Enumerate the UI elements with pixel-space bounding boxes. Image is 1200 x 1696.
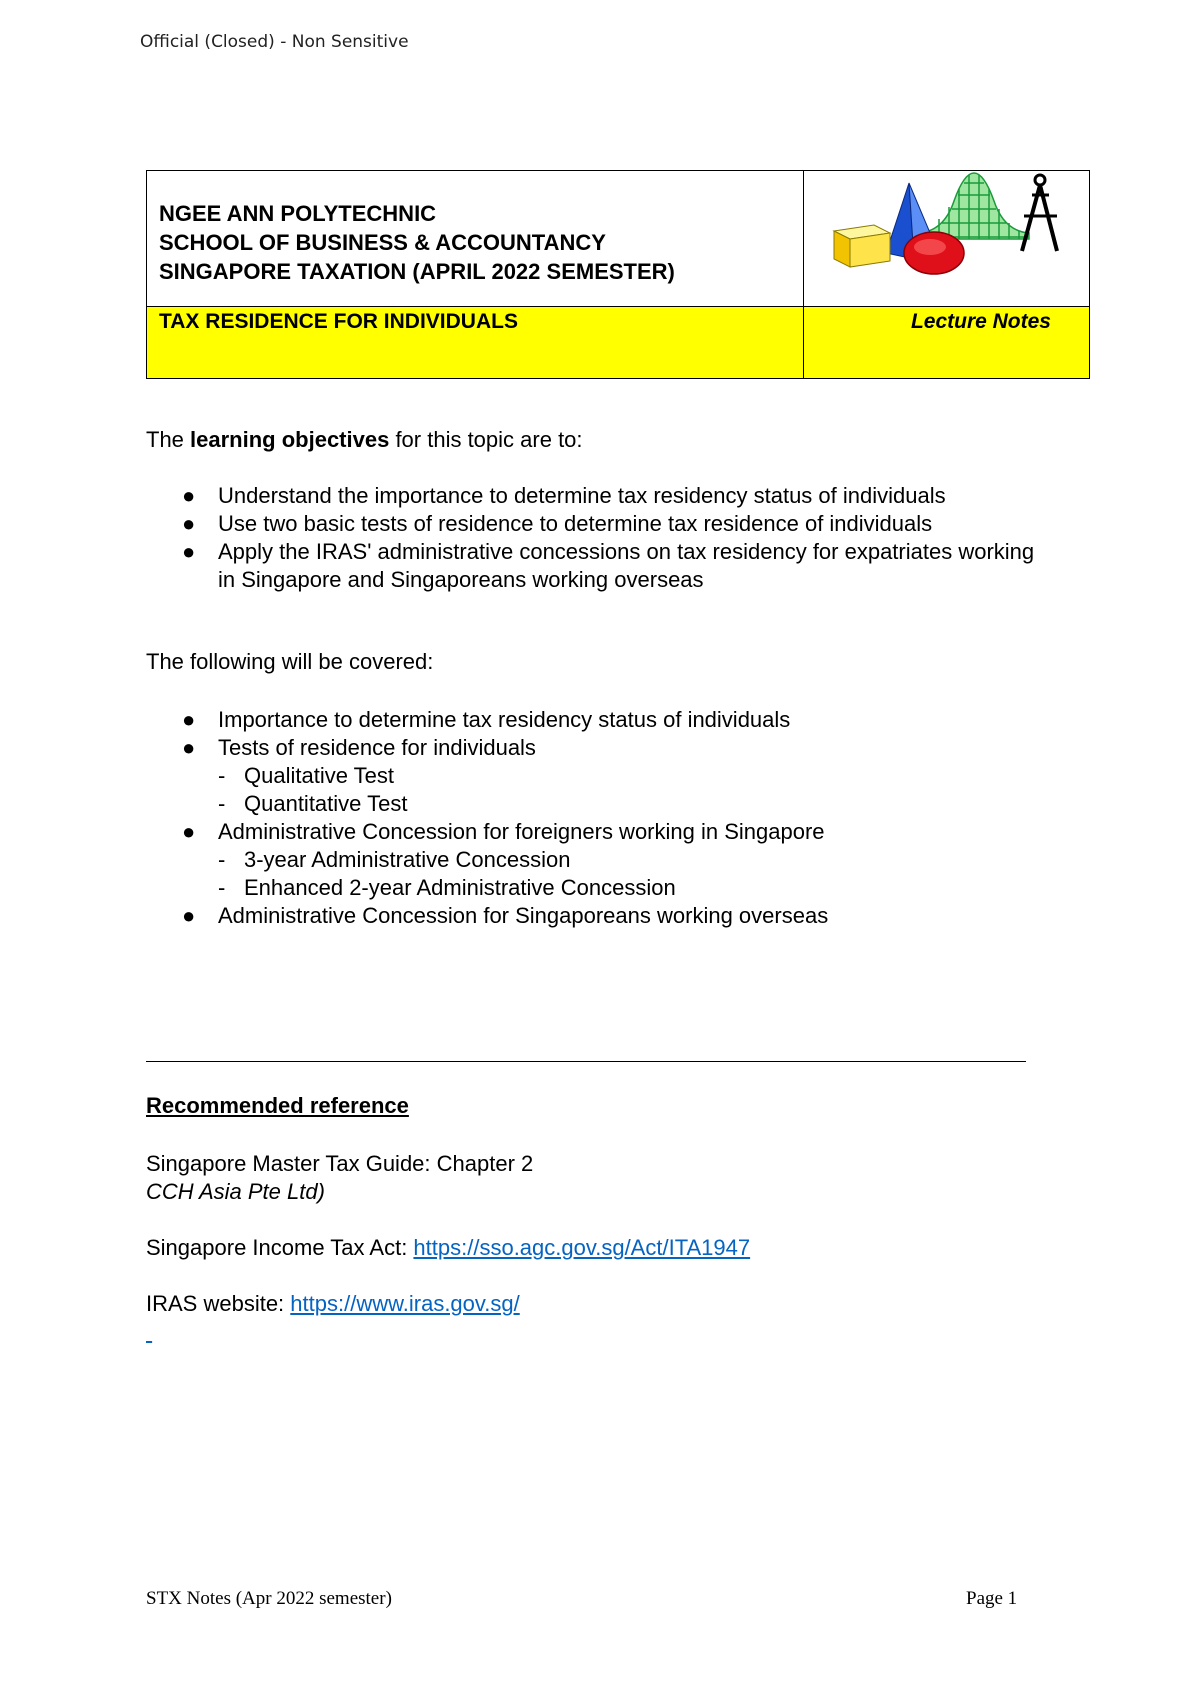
- iras-label: IRAS website:: [146, 1291, 291, 1316]
- bell-curve-grid: [919, 173, 1029, 239]
- coverage-list: [146, 706, 1046, 930]
- sub-item: [146, 874, 1046, 902]
- bullet-icon: ●: [182, 819, 196, 844]
- act-link[interactable]: https://sso.agc.gov.sg/Act/ITA1947: [413, 1235, 751, 1260]
- list-item: [146, 706, 1046, 734]
- act-label: Singapore Income Tax Act:: [146, 1235, 414, 1260]
- coverage-text: Tests of residence for individuals: [218, 735, 536, 760]
- bullet-icon: ●: [182, 707, 196, 732]
- topic-title: TAX RESIDENCE FOR INDIVIDUALS: [159, 310, 518, 333]
- dash-icon: -: [218, 875, 226, 900]
- objective-text: Understand the importance to determine tax residency status of individuals: [218, 483, 946, 508]
- sub-item: [146, 790, 1046, 818]
- reference-iras: [146, 1290, 520, 1318]
- institution-name: NGEE ANN POLYTECHNIC: [159, 201, 437, 226]
- course-name: SINGAPORE TAXATION (APRIL 2022 SEMESTER): [159, 259, 675, 284]
- header-logo-cell: [804, 171, 1090, 307]
- geometry-shapes-icon: [824, 171, 1084, 305]
- classification-label: Official (Closed) - Non Sensitive: [140, 32, 409, 52]
- coverage-text: Importance to determine tax residency status of individuals: [218, 707, 791, 732]
- objectives-intro: [146, 426, 583, 454]
- list-item: [146, 482, 1046, 510]
- bullet-icon: ●: [182, 903, 196, 928]
- objective-text: Use two basic tests of residence to determine tax residence of individuals: [218, 511, 933, 536]
- objectives-list: [146, 482, 1046, 594]
- school-name: SCHOOL OF BUSINESS & ACCOUNTANCY: [159, 230, 606, 255]
- bullet-icon: ●: [182, 511, 196, 536]
- coverage-text: Administrative Concession for foreigners working in Singapore: [218, 819, 825, 844]
- dash-icon: -: [218, 763, 226, 788]
- empty-link[interactable]: [146, 1319, 152, 1344]
- header-table: [146, 170, 1090, 379]
- coverage-text: Administrative Concession for Singaporeans working overseas: [218, 903, 829, 928]
- reference-guide-publisher: CCH Asia Pte Ltd): [146, 1179, 325, 1204]
- sub-item: [146, 762, 1046, 790]
- doc-type-label: Lecture Notes: [910, 310, 1051, 333]
- objectives-emphasis: learning objectives: [190, 427, 390, 452]
- bullet-icon: ●: [182, 483, 196, 508]
- section-divider: [146, 1061, 1026, 1062]
- objective-text: Apply the IRAS' administrative concessions on tax residency for expatriates working in Singapore and Singaporeans working overseas: [218, 539, 1035, 592]
- dash-icon: -: [218, 791, 226, 816]
- dash-icon: -: [218, 847, 226, 872]
- sub-item: [146, 846, 1046, 874]
- list-item: [146, 538, 1046, 594]
- cube-shape: [834, 225, 890, 267]
- empty-link-line: [146, 1318, 152, 1346]
- objectives-prefix: The: [146, 427, 191, 452]
- objectives-suffix: for this topic are to:: [389, 427, 583, 452]
- sub-item-text: Quantitative Test: [244, 791, 408, 816]
- bullet-icon: ●: [182, 735, 196, 760]
- iras-link[interactable]: https://www.iras.gov.sg/: [290, 1291, 520, 1316]
- reference-heading: Recommended reference: [146, 1093, 409, 1118]
- footer-doc-title: STX Notes (Apr 2022 semester): [146, 1588, 392, 1609]
- bullet-icon: ●: [182, 539, 196, 564]
- list-item: [146, 902, 1046, 930]
- doc-type-cell: [804, 307, 1090, 379]
- footer-page-number: Page 1: [966, 1588, 1018, 1609]
- list-item: [146, 734, 1046, 762]
- reference-act: [146, 1234, 750, 1262]
- sub-item-text: 3-year Administrative Concession: [244, 847, 571, 872]
- sub-item-text: Enhanced 2-year Administrative Concession: [244, 875, 676, 900]
- header-title-cell: [147, 171, 804, 307]
- list-item: [146, 818, 1046, 846]
- topic-cell: [147, 307, 804, 379]
- sub-item-text: Qualitative Test: [244, 763, 395, 788]
- reference-guide-title: Singapore Master Tax Guide: Chapter 2: [146, 1151, 534, 1176]
- list-item: [146, 510, 1046, 538]
- coverage-intro: The following will be covered:: [146, 649, 434, 674]
